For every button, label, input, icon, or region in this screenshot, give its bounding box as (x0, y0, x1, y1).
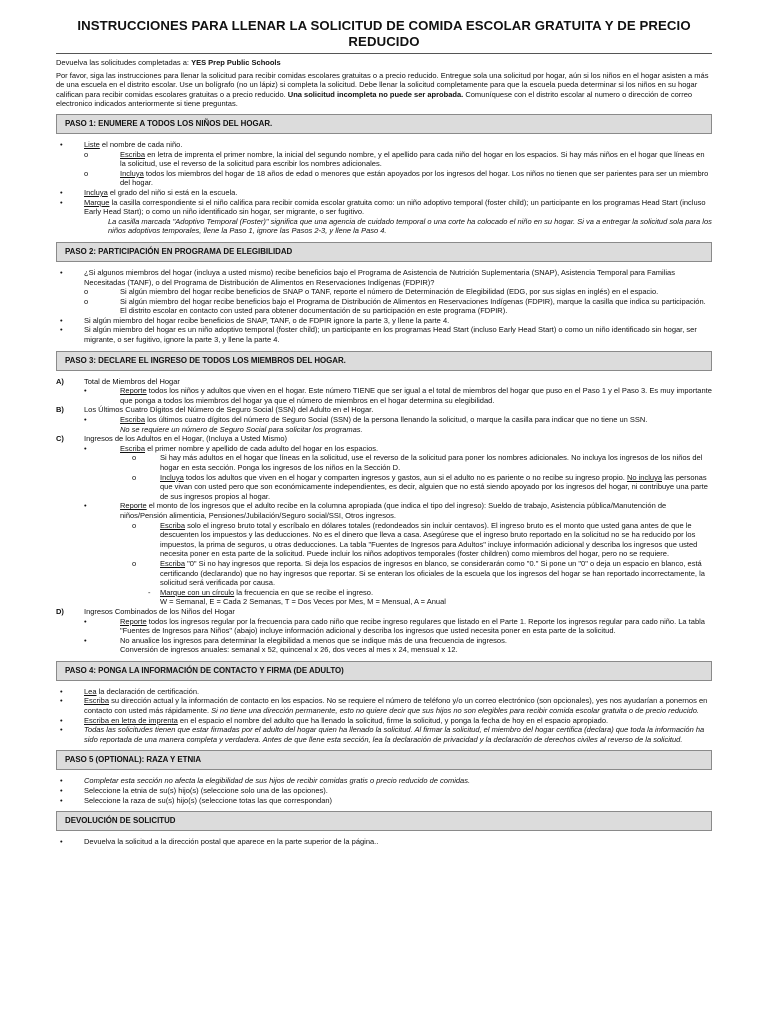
bullet: • (60, 837, 63, 847)
text: Si hay más adultos en el hogar que líneas en la solicitud, use el reverso de la solicitud para poner los nombres adicionales. No incluya los ingresos de los niños del hogar en esta sección. Ponga los ingresos de los niños en la Sección D. (160, 453, 703, 472)
text: todos los niños y adultos que viven en el hogar. Este número TIENE que ser igual a el total de miembros del hogar que puso en el Paso 1 y el Paso 3. Es muy importante que ponga a todos los miembros del hogar ya que el número de miembros en el hogar determina su elegibilidad. (120, 386, 712, 405)
text: Los Últimos Cuatro Dígitos del Número de Seguro Social (SSN) del Adulto en el Hogar. (84, 405, 374, 415)
emphasis: Reporte (120, 616, 147, 626)
list-item (56, 386, 712, 405)
bullet: • (60, 715, 63, 725)
emphasis: Marque (84, 197, 110, 207)
bullet: • (60, 686, 63, 696)
text: Completar esta sección no afecta la elegibilidad de sus hijos de recibir comidas gratis o precio reducido de comidas. (84, 776, 471, 786)
bullet: • (60, 267, 63, 277)
list-item (56, 796, 712, 806)
text: todos los adultos que viven en el hogar y comparten ingresos y gastos, aun si el adulto no es pariente o no recibe su ingreso propio. (183, 472, 627, 482)
bullet: • (60, 776, 63, 786)
text: la frecuencia en que se recibe el ingreso. (234, 587, 374, 597)
letter-c: C) (56, 434, 64, 444)
text: Devuelva la solicitud a la dirección postal que aparece en la parte superior de la página.. (84, 837, 379, 847)
list-item (56, 837, 712, 847)
list-item (56, 169, 712, 188)
sub-bullet: o (84, 287, 89, 297)
page-title: INSTRUCCIONES PARA LLENAR LA SOLICITUD DE COMIDA ESCOLAR GRATUITA Y DE PRECIO REDUCIDO (77, 18, 691, 49)
intro-text: Por favor, siga las instrucciones para llenar la solicitud para recibir comidas escolares gratuitas o a precio reducido. Entregue sola una solicitud por hogar, aún si los niños en el hogar asisten a más de una escuela en el distrito escolar. Use un bolígrafo (no un lápiz) si completa la solicitud. Debe llenar la solicitud completamente para que la escuela pueda determinar si los niños en su hogar califican para recibir comidas escolares gratuitas o a precio reducido. (56, 70, 709, 99)
bullet: • (60, 139, 63, 149)
text: su dirección actual y la información de contacto en los espacios. No se requiere el número de teléfono y/o un correo electrónico (son opcionales), yes nos ayudarían a ponernos en contacto con usted más rápidamente. (84, 696, 708, 716)
emphasis: Escriba en letra de imprenta (84, 715, 178, 725)
bullet: • (84, 616, 87, 626)
text: Ingresos de los Adultos en el Hogar, (Incluya a Usted Mismo) (84, 434, 288, 444)
text: Si algún miembro del hogar recibe beneficios de SNAP, TANF, o de FDPIR ignore la parte 3, y llene la parte 4. (84, 315, 450, 325)
text: Ingresos Combinados de los Niños del Hogar (84, 606, 235, 616)
text: Total de Miembros del Hogar (84, 376, 180, 386)
list-item (56, 415, 712, 425)
text: No anualice los ingresos para determinar la elegibilidad a menos que se indique más de una frecuencia de ingresos. (120, 635, 507, 645)
text: solo el ingreso bruto total y escríbalo en dólares totales (redondeados sin incluir centavos). El ingreso bruto es el monto que usted gana antes de que le descuenten los impuestos y las deducciones. No es el dinero que lleva a casa. Asegúrese que el ingreso bruto reportado en la solicitud no se ha reducido por los impuestos, la prima de seguros, u otras deducciones. La tabla "Fuentes de Ingresos para Adultos" incluye información adicional y describa los ingresos que usted necesita poner en esta parte de la solicitud. Puede incluir los niños adoptivos temporales (foster children) como miembros del hogar, pero no se requiere. (160, 520, 698, 559)
list-item (56, 444, 712, 454)
list-item (56, 316, 712, 326)
emphasis: Escriba (160, 520, 186, 530)
text: Seleccione la etnia de su(s) hijo(s) (seleccione solo una de las opciones). (84, 786, 328, 796)
list-item (56, 297, 712, 316)
text: Si algún miembro del hogar recibe beneficios de SNAP o TANF, reporte el número de Determinación de Elegibilidad (EDG, por sus siglas en inglés) en el espacio. (120, 287, 659, 297)
list-item (56, 786, 712, 796)
intro-tail: Comuníquese con el distrito escolar al numero o dirección de correo electronico indicados anteriormente si tiene preguntas. (56, 89, 693, 109)
text: las personas que vivan con usted pero que son económicamente independientes, es decir, alguien que no está siendo apoyado por los ingresos del hogar, ni contribuye una parte de sus ingresos propios al hogar. (160, 472, 708, 501)
ssn-note (56, 425, 712, 435)
step1-header: PASO 1: ENUMERE A TODOS LOS NIÑOS DEL HOGAR. (56, 114, 712, 134)
step5-header: PASO 5 (OPTIONAL): RAZA Y ETNIA (56, 750, 712, 770)
return-to-name: YES Prep Public Schools (191, 58, 281, 67)
text: Si algún miembro del hogar recibe beneficios bajo el Programa de Distribución de Alimentos en Reservaciones Indígenas (FDPIR), marque la casilla que indica su participación. El distrito escolar en contacto con usted para obtener documentación de su participación en este programa (FDPIR). (120, 296, 706, 316)
emphasis: Liste (84, 139, 100, 149)
list-item (56, 501, 712, 520)
text: ¿Si algunos miembros del hogar (incluya a usted mismo) recibe beneficios bajo el Programa de Asistencia de Nutrición Suplementaria (SNAP), Asistencia Temporal para Familias Necesitadas (TANF), o del Programa de Distribución de Alimentos en Reservaciones Indígenas (FDPIR)? (84, 267, 675, 287)
emphasis: Marque con un círculo (160, 587, 235, 597)
return-header: DEVOLUCIÓN DE SOLICITUD (56, 811, 712, 831)
emphasis: Escriba (120, 149, 146, 159)
text: Si algún miembro del hogar es un niño adoptivo temporal (foster child); un participante en los programas Head Start (incluso Early Head Start) o como un niño identificado sin hogar, ser migrante, o ser fugitivo, ignore la parte 3, y llene la parte 4. (84, 325, 697, 345)
list-item (56, 473, 712, 502)
bullet: • (60, 786, 63, 796)
emphasis: Incluya (84, 187, 108, 197)
bullet: • (84, 635, 87, 645)
italic-text: Si no tiene una dirección permanente, esto no quiere decir que sus hijos no son elegibles para recibir comida escolar gratuita o de precio reducido. (211, 706, 699, 716)
letter-d: D) (56, 606, 64, 616)
letter-a: A) (56, 376, 64, 386)
list-item (56, 521, 712, 559)
list-item (56, 268, 712, 287)
emphasis: Incluya (160, 472, 184, 482)
bullet: • (60, 325, 63, 335)
list-item (56, 636, 712, 646)
section-a-title (56, 377, 712, 387)
title-divider (56, 53, 712, 54)
emphasis: Escriba (84, 696, 110, 706)
section-b-title (56, 405, 712, 415)
return-to-line (56, 58, 712, 68)
bullet: • (84, 501, 87, 511)
list-item (56, 559, 712, 588)
list-item (56, 453, 712, 472)
text: los últimos cuatro dígitos del número de Seguro Social (SSN) de la persona llenando la solicitud, o marque la casilla para indicar que no tiene un SSN. (145, 415, 648, 425)
emphasis: Escriba (120, 443, 146, 453)
emphasis: Reporte (120, 501, 147, 511)
step3-header: PASO 3: DECLARE EL INGRESO DE TODOS LOS MIEMBROS DEL HOGAR. (56, 351, 712, 371)
text: en el espacio el nombre del adulto que ha llenado la solicitud, firme la solicitud, y ponga la fecha de hoy en el espacio apropiado. (177, 715, 609, 725)
frequency-legend: W = Semanal, E = Cada 2 Semanas, T = Dos Veces por Mes, M = Mensual, A = Anual (160, 597, 446, 607)
bullet: • (84, 386, 87, 396)
emphasis: Incluya (120, 168, 144, 178)
intro-paragraph (56, 71, 712, 109)
list-item (56, 198, 712, 217)
bullet: • (60, 315, 63, 325)
bullet: • (60, 795, 63, 805)
text: todos los miembros del hogar de 18 años de edad o menores que están apoyados por los ingresos del hogar. Los niños no tienen que ser parientes para ser un miembro del hogar. (120, 168, 709, 188)
text: la casilla correspondiente si el niño califica para recibir comida escolar gratuita como: un niño adoptivo temporal (foster child); un participante en los programas Head Start (incluso Early Head Start); o como un niño identificado sin hogar, ser migrante, o ser fugitivo. (84, 197, 706, 217)
sub-bullet: o (132, 520, 137, 530)
section-c-title (56, 434, 712, 444)
text: "0" Si no hay ingresos que reporta. Si deja los espacios de ingresos en blanco, se considerarán como "0." Si pone un "0" o deja un espacio en blanco, está certificando (declarando) que no hay ingresos que reportar. Si se enteran los oficiales de la escuela que los ingresos del hogar se han reportado incorrectamente, la solicitud será verificada por causa. (160, 558, 705, 588)
bullet: • (60, 725, 63, 735)
list-item (56, 725, 712, 744)
dash: - (148, 587, 151, 597)
emphasis: Reporte (120, 386, 147, 396)
bullet: • (60, 197, 63, 207)
text: el primer nombre y apellido de cada adulto del hogar en los espacios. (145, 443, 379, 453)
list-item (56, 188, 712, 198)
bullet: • (60, 187, 63, 197)
sub-bullet: o (84, 149, 89, 159)
step2-header: PASO 2: PARTICIPACIÓN EN PROGRAMA DE ELEGIBILIDAD (56, 242, 712, 262)
step4-header: PASO 4: PONGA LA INFORMACIÓN DE CONTACTO Y FIRMA (DE ADULTO) (56, 661, 712, 681)
sub-bullet: o (84, 296, 89, 306)
bullet: • (84, 415, 87, 425)
list-item (56, 687, 712, 697)
emphasis: Escriba (120, 415, 146, 425)
text: el nombre de cada niño. (99, 139, 183, 149)
text: Seleccione la raza de su(s) hijo(s) (seleccione totas las que correspondan) (84, 795, 333, 805)
foster-note: La casilla marcada "Adoptivo Temporal (Foster)" significa que una agencia de cuidado temporal o una corte ha colocado el niño en su hogar. Si va a entregar la solicitud sola para los niños adoptivos temporales, llene la Paso 1, ignore las Pasos 2-3, y llene la Paso 4. (108, 216, 712, 236)
sub-bullet: o (84, 168, 89, 178)
sub-bullet: o (132, 472, 137, 482)
section-d-title (56, 607, 712, 617)
text: el grado del niño si está en la escuela. (107, 187, 238, 197)
list-item (56, 776, 712, 786)
text: el monto de los ingresos que el adulto recibe en la columna apropiada (que indica el tipo del ingreso): Sueldo de trabajo, Asistencia pública/Manutención de niños/Pensión alimenticia, Pensiones/Jubilación/Seguro social/SSI, Otros ingresos. (120, 501, 667, 520)
list-item (56, 140, 712, 150)
bullet: • (84, 443, 87, 453)
conversion-note: Conversión de ingresos anuales: semanal x 52, quincenal x 26, dos veces al mes x 24, mensual x 12. (120, 645, 458, 655)
bullet: • (60, 696, 63, 706)
text: No se requiere un número de Seguro Social para solicitar los programas. (120, 424, 363, 434)
return-to-prefix: Devuelva las solicitudes completadas a: (56, 58, 192, 67)
list-item (56, 325, 712, 344)
emphasis: Escriba (160, 558, 186, 568)
emphasis: Lea (84, 686, 97, 696)
list-item (56, 287, 712, 297)
text: en letra de imprenta el primer nombre, la inicial del segundo nombre, y el apellido para cada niño del hogar en los espacios. Si hay más niños en el hogar que líneas en la solicitud, use el reverso de la solicitud para escribir los nombres adicionales. (120, 149, 705, 169)
text: todos los ingresos regular por la frecuencia para cado niño que recibe ingreso regulares que listado en el Parte 1. Reporte los ingresos regular para cado niño. La tabla "Fuentes de Ingresos para Niños" (abajo) incluye información adicional y describa los ingresos que usted necesita poner en esta parte de la solicitud. (120, 616, 705, 636)
text: la declaración de certificación. (96, 686, 200, 696)
list-item (56, 150, 712, 169)
sub-bullet: o (132, 558, 137, 568)
emphasis: No incluya (626, 472, 662, 482)
instructions-document (56, 18, 712, 847)
letter-b: B) (56, 405, 64, 415)
list-item (56, 696, 712, 715)
intro-bold: Una solicitud incompleta no puede ser aprobada. (287, 89, 464, 99)
text: Todas las solicitudes tienen que estar firmadas por el adulto del hogar quien ha llenado la solicitud. Al firmar la solicitud, el miembro del hogar certifica (declara) que toda la información ha sido reportada de una manera completa y verdadera. Antes de que llene esta sección, lea la declaración de privacidad y la declaración de derechos civiles al reverso de la solicitud. (84, 725, 705, 744)
list-item (56, 588, 712, 598)
sub-bullet: o (132, 453, 137, 463)
list-item (56, 716, 712, 726)
list-item (56, 617, 712, 636)
